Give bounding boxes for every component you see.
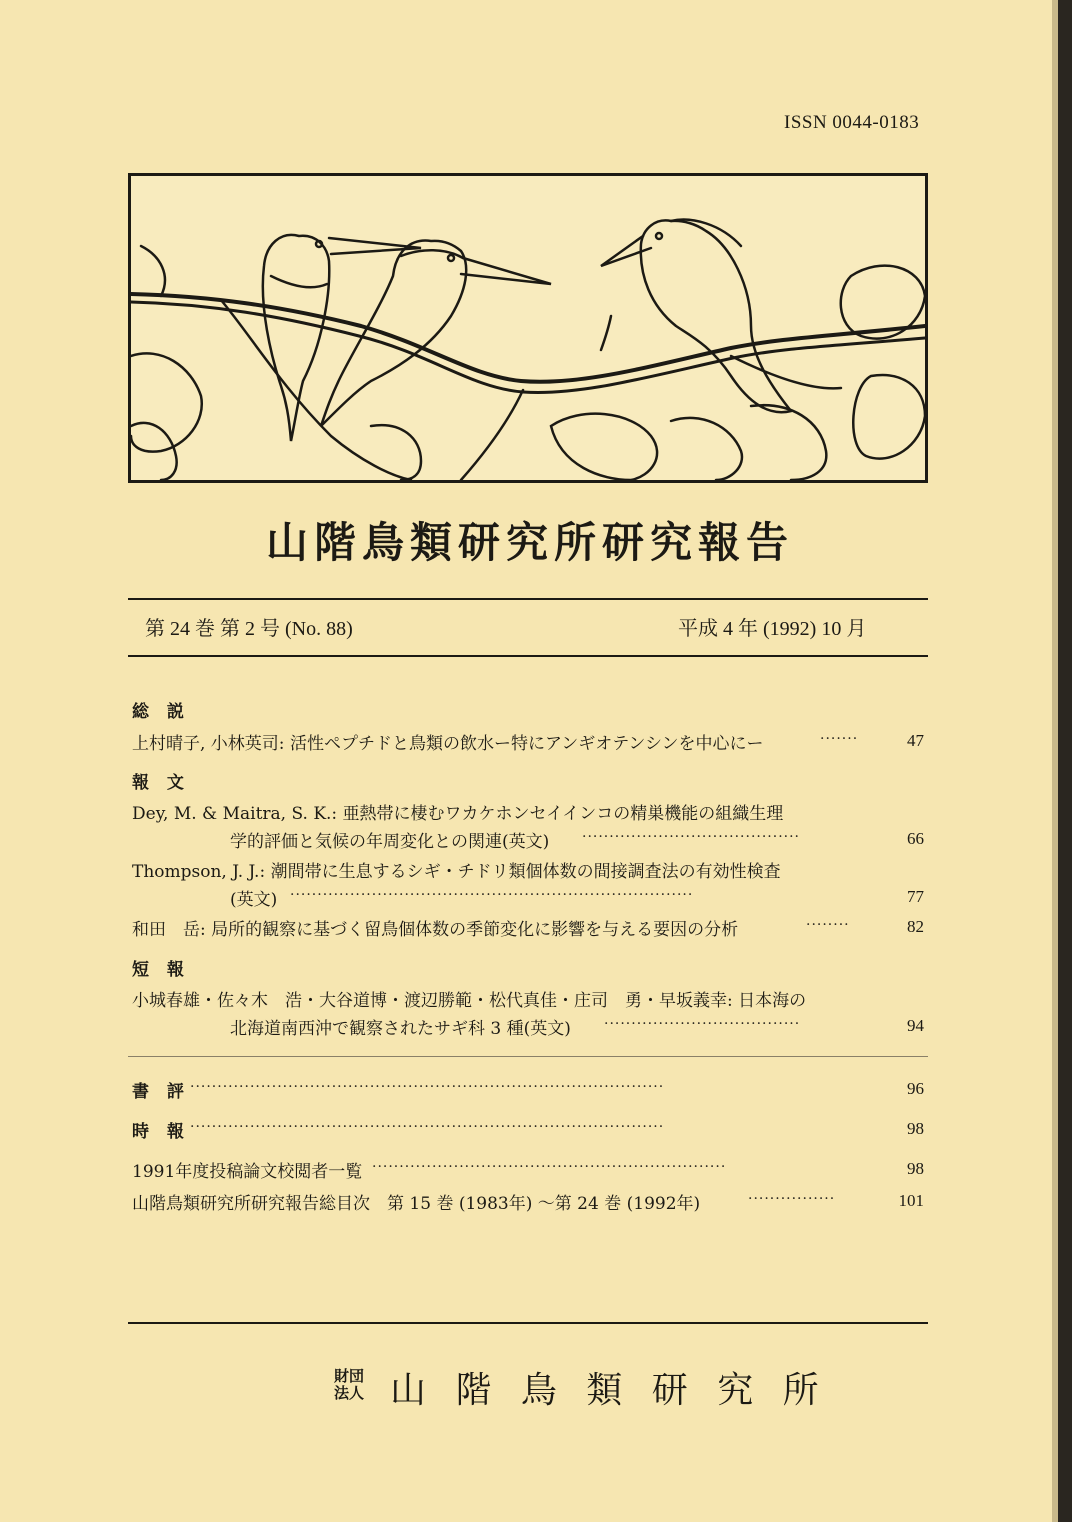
toc-entry-book-review: 書 評 <box>132 1082 190 1102</box>
publisher-prefix <box>334 1368 364 1402</box>
footer-rule <box>128 1322 928 1324</box>
toc-page: 94 <box>907 1016 924 1035</box>
volume-number: 第 24 巻 第 2 号 (No. 88) <box>145 618 353 640</box>
section-review: 総 説 <box>132 702 190 722</box>
toc-entry-paper2-cont: (英文) <box>230 890 278 910</box>
page-edge-dark <box>1058 0 1072 1522</box>
publisher-prefix-top: 財団 <box>334 1367 365 1385</box>
toc-page: 47 <box>907 731 924 750</box>
toc-entry-review1: 上村晴子, 小林英司: 活性ペプチドと鳥類の飲水ー特にアンギオテンシンを中心にー <box>132 734 764 754</box>
toc-leader: ·········································································· <box>290 887 694 903</box>
header-rule-top <box>128 598 928 600</box>
issn: ISSN 0044-0183 <box>784 112 920 133</box>
publisher-name: 山 階 鳥 類 研 究 所 <box>390 1370 828 1411</box>
toc-leader: ········································ <box>582 829 801 845</box>
toc-entry-paper2: Thompson, J. J.: 潮間帯に生息するシギ・チドリ類個体数の間接調査法の有効性検査 <box>132 862 781 882</box>
toc-entry-paper3: 和田 岳: 局所的観察に基づく留鳥個体数の季節変化に影響を与える要因の分析 <box>132 920 739 940</box>
toc-entry-paper1: Dey, M. & Maitra, S. K.: 亜熱帯に棲むワカケホンセイインコの精巣機能の組織生理 <box>132 804 784 824</box>
toc-page: 82 <box>907 917 924 936</box>
section-papers: 報 文 <box>132 773 190 793</box>
toc-page: 98 <box>907 1159 924 1178</box>
toc-leader: ································································· <box>372 1159 727 1175</box>
toc-leader: ······· <box>820 731 859 747</box>
toc-page: 96 <box>907 1079 924 1098</box>
toc-entry-paper1-cont: 学的評価と気候の年周変化との関連(英文) <box>230 832 550 852</box>
toc-page: 77 <box>907 887 924 906</box>
toc-entry-news: 時 報 <box>132 1122 190 1142</box>
kingfisher-drawing <box>131 176 925 480</box>
issue-date: 平成 4 年 (1992) 10 月 <box>678 618 867 640</box>
toc-page: 66 <box>907 829 924 848</box>
header-rule-bottom <box>128 655 928 657</box>
toc-entry-short1: 小城春雄・佐々木 浩・大谷道博・渡辺勝範・松代真佳・庄司 勇・早坂義幸: 日本海の <box>132 991 807 1011</box>
toc-entry-short1-cont: 北海道南西沖で観察されたサギ科 3 種(英文) <box>230 1019 571 1039</box>
publisher-prefix-bottom: 法人 <box>334 1384 365 1402</box>
toc-divider <box>128 1056 928 1057</box>
toc-entry-reviewers: 1991年度投稿論文校閲者一覧 <box>132 1162 363 1182</box>
toc-leader: ········ <box>806 917 850 933</box>
section-short: 短 報 <box>132 960 190 980</box>
toc-leader: ···································· <box>604 1016 801 1032</box>
toc-page: 101 <box>898 1191 924 1210</box>
kingfisher-illustration <box>128 173 928 483</box>
journal-title: 山階鳥類研究所研究報告 <box>265 518 794 567</box>
toc-entry-index: 山階鳥類研究所研究報告総目次 第 15 巻 (1983年) ～第 24 巻 (1992年) <box>132 1194 701 1214</box>
toc-page: 98 <box>907 1119 924 1138</box>
toc-leader: ······················································································· <box>190 1119 665 1135</box>
toc-leader: ················ <box>748 1191 836 1207</box>
toc-leader: ······················································································· <box>190 1079 665 1095</box>
